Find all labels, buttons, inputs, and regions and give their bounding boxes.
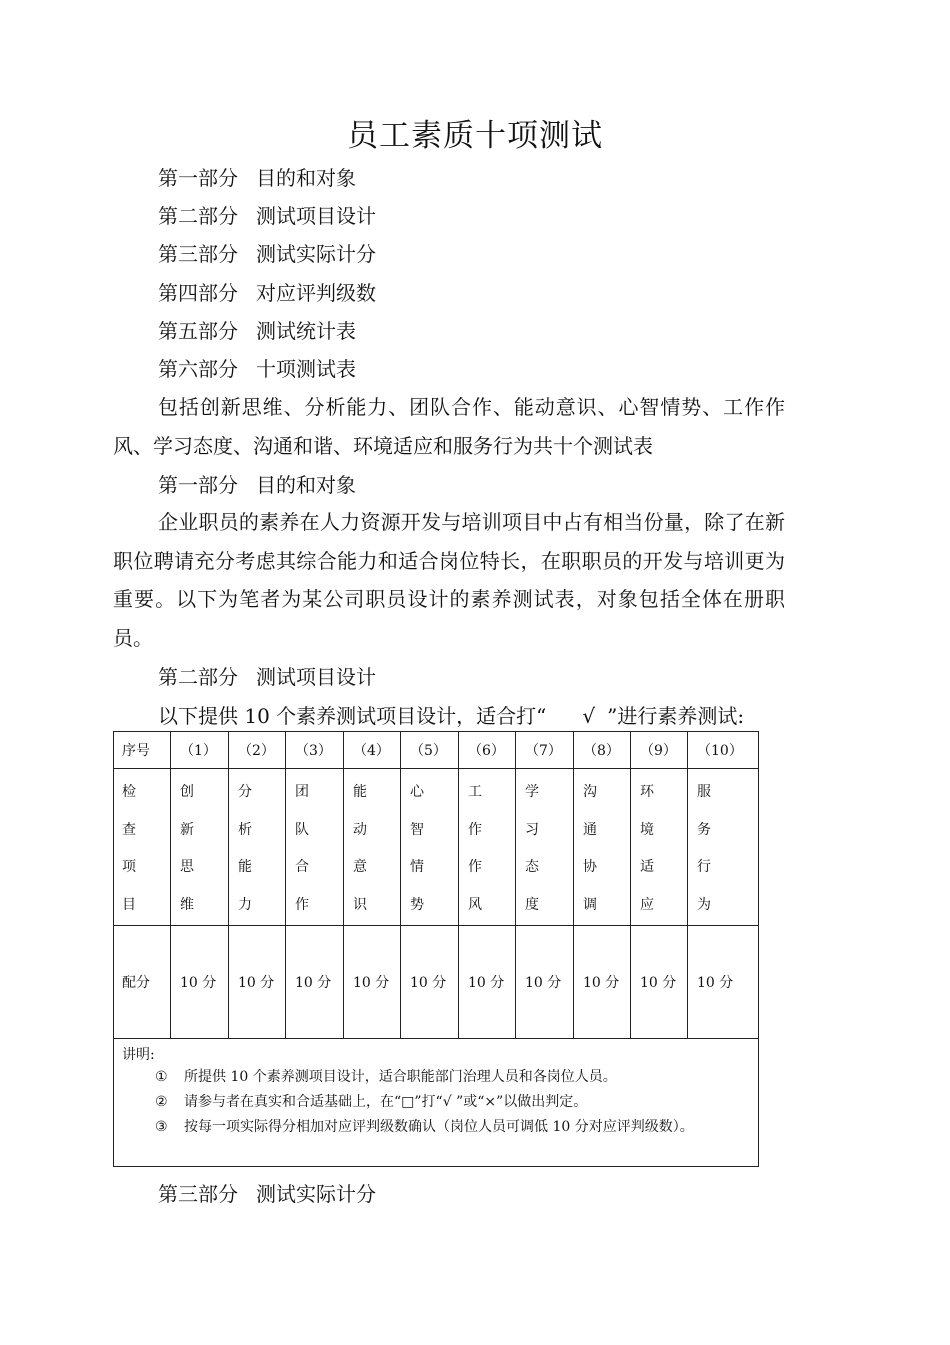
char: 动	[353, 821, 367, 838]
section-name: 目的和对象	[256, 473, 356, 497]
char: 合	[295, 859, 309, 875]
toc-part: 第四部分	[158, 281, 238, 305]
toc-part: 第六部分	[158, 357, 238, 381]
char: 项	[122, 859, 136, 875]
char: 风	[468, 896, 482, 913]
section-name: 测试实际计分	[256, 1182, 376, 1206]
document-title: 员工素质十项测试	[347, 118, 603, 154]
score-cell: 10 分	[229, 926, 286, 1039]
toc-item	[158, 280, 376, 306]
char: 习	[525, 821, 539, 838]
char: 服	[697, 784, 711, 800]
char: 为	[697, 896, 711, 913]
score-cell: 10 分	[286, 926, 344, 1039]
char: 新	[180, 821, 194, 838]
char: 适	[640, 859, 654, 875]
toc-item	[158, 241, 376, 267]
note-item	[114, 1115, 758, 1140]
section-heading	[158, 1181, 376, 1207]
score-cell: 10 分	[574, 926, 631, 1039]
char: 工	[468, 784, 482, 800]
intro-mark: √	[582, 704, 596, 728]
note-text: 所提供 10 个素养测项目设计，适合职能部门治理人员和各岗位人员。	[184, 1069, 617, 1085]
char: 能	[238, 859, 252, 875]
header-label-cell: 序号	[114, 732, 171, 769]
char: 意	[353, 859, 367, 875]
char: 目	[122, 896, 136, 913]
char: 能	[353, 784, 367, 800]
toc-part: 第三部分	[158, 242, 238, 266]
note-number: ③	[155, 1119, 168, 1135]
section-name: 测试项目设计	[256, 665, 376, 689]
char: 学	[525, 784, 539, 800]
number-cell: （4）	[344, 732, 401, 769]
item-cell	[631, 769, 688, 926]
toc-name: 测试统计表	[256, 319, 356, 343]
table-row	[114, 732, 759, 769]
number-cell: （5）	[401, 732, 459, 769]
toc-name: 测试实际计分	[256, 242, 376, 266]
number-cell: （1）	[171, 732, 229, 769]
char: 心	[410, 784, 424, 800]
char: 分	[238, 784, 252, 800]
char: 智	[410, 821, 424, 838]
score-cell: 10 分	[344, 926, 401, 1039]
number-cell: （3）	[286, 732, 344, 769]
table-row	[114, 769, 759, 926]
toc-name: 十项测试表	[256, 357, 356, 381]
item-cell	[171, 769, 229, 926]
item-label-cell	[114, 769, 171, 926]
char: 思	[180, 859, 194, 875]
number-cell: （8）	[574, 732, 631, 769]
char: 度	[525, 896, 539, 913]
char: 创	[180, 784, 194, 800]
section-part: 第一部分	[158, 473, 238, 497]
summary-paragraph: 包括创新思维、分析能力、团队合作、能动意识、心智情势、工作作风、学习态度、沟通和谐、环境适应和服务行为共十个测试表	[113, 395, 785, 458]
section-part: 第三部分	[158, 1182, 238, 1206]
item-cell	[459, 769, 516, 926]
section-heading	[158, 472, 356, 498]
char: 态	[525, 859, 539, 875]
char: 沟	[583, 784, 597, 800]
item-cell	[516, 769, 574, 926]
char: 识	[353, 896, 367, 913]
char: 应	[640, 896, 654, 913]
section2-intro	[158, 703, 744, 729]
char: 务	[697, 821, 711, 838]
number-cell: （7）	[516, 732, 574, 769]
section-heading	[158, 664, 376, 690]
char: 环	[640, 784, 654, 800]
char: 团	[295, 784, 309, 800]
toc-part: 第五部分	[158, 319, 238, 343]
item-cell	[574, 769, 631, 926]
toc-item	[158, 356, 356, 382]
section-part: 第二部分	[158, 665, 238, 689]
char: 行	[697, 859, 711, 875]
char: 力	[238, 896, 252, 913]
table-row	[114, 1039, 759, 1167]
score-cell: 10 分	[631, 926, 688, 1039]
char: 检	[122, 784, 136, 800]
note-item	[114, 1090, 758, 1115]
number-cell: （6）	[459, 732, 516, 769]
score-cell: 10 分	[688, 926, 759, 1039]
toc-part: 第一部分	[158, 166, 238, 190]
score-label-cell: 配分	[114, 926, 171, 1039]
char: 析	[238, 821, 252, 838]
note-number: ①	[155, 1069, 168, 1085]
char: 调	[583, 896, 597, 913]
char: 作	[295, 896, 309, 913]
char: 作	[468, 859, 482, 875]
toc-name: 对应评判级数	[256, 281, 376, 305]
table-row	[114, 926, 759, 1039]
number-cell: （2）	[229, 732, 286, 769]
char: 协	[583, 859, 597, 875]
toc-part: 第二部分	[158, 204, 238, 228]
char: 通	[583, 821, 597, 838]
item-cell	[229, 769, 286, 926]
score-cell: 10 分	[171, 926, 229, 1039]
score-cell: 10 分	[401, 926, 459, 1039]
note-text: 按每一项实际得分相加对应评判级数确认（岗位人员可调低 10 分对应评判级数）。	[184, 1119, 694, 1135]
toc-item	[158, 318, 356, 344]
number-cell: （10）	[688, 732, 759, 769]
item-cell	[401, 769, 459, 926]
note-item	[114, 1065, 758, 1090]
intro-after: ”进行素养测试:	[607, 704, 745, 728]
item-cell	[344, 769, 401, 926]
char: 情	[410, 859, 424, 875]
note-text: 请参与者在真实和合适基础上，在“□”打“√ ”或“×”以做出判定。	[184, 1094, 588, 1110]
char: 队	[295, 821, 309, 838]
intro-before: 以下提供 10 个素养测试项目设计，适合打“	[158, 704, 547, 728]
char: 势	[410, 896, 424, 913]
notes-cell	[114, 1039, 759, 1167]
notes-label: 讲明:	[122, 1047, 155, 1063]
toc-name: 测试项目设计	[256, 204, 376, 228]
char: 维	[180, 896, 194, 913]
toc-name: 目的和对象	[256, 166, 356, 190]
char: 查	[122, 821, 136, 838]
score-cell: 10 分	[459, 926, 516, 1039]
note-number: ②	[155, 1094, 168, 1110]
item-cell	[688, 769, 759, 926]
char: 境	[640, 821, 654, 838]
score-cell: 10 分	[516, 926, 574, 1039]
toc-item	[158, 203, 376, 229]
char: 作	[468, 821, 482, 838]
number-cell: （9）	[631, 732, 688, 769]
section1-paragraph: 企业职员的素养在人力资源开发与培训项目中占有相当份量，除了在新职位聘请充分考虑其综合能力和适合岗位特长，在职职员的开发与培训更为重要。以下为笔者为某公司职员设计的素养测试表，对象包括全体在册职员。	[113, 510, 785, 650]
test-items-table	[113, 731, 759, 1167]
toc-item	[158, 165, 356, 191]
item-cell	[286, 769, 344, 926]
